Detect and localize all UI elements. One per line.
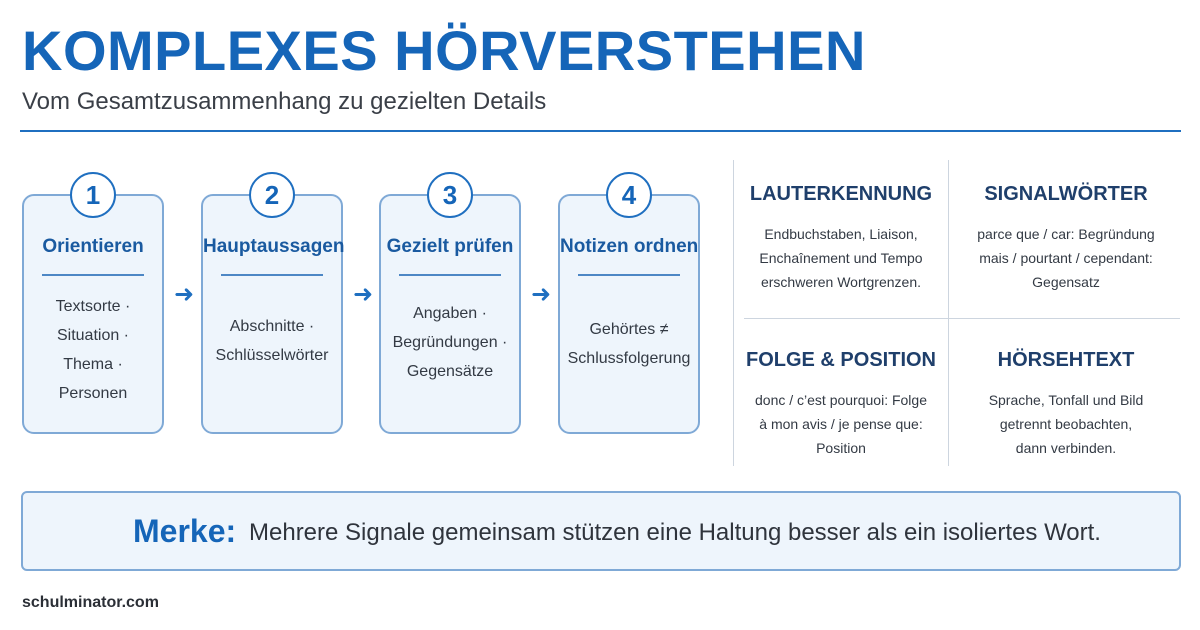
cell-text-hoersehtext	[949, 388, 1183, 460]
cell-line: getrennt beobachten,	[999, 416, 1133, 432]
step-number-3: 3	[427, 172, 473, 218]
cell-text-lauterkennung	[734, 222, 948, 294]
cell-line: erschweren Wortgrenzen.	[760, 274, 922, 290]
step-card-3	[379, 179, 521, 434]
cell-line: Sprache, Tonfall und Bild	[988, 392, 1144, 408]
cell-text-signalwoerter	[949, 222, 1183, 294]
step-divider-1	[42, 274, 144, 276]
cell-title-signalwoerter: SIGNALWÖRTER	[984, 183, 1148, 205]
step-items-3	[381, 299, 519, 386]
step-number-4: 4	[606, 172, 652, 218]
page-title: KOMPLEXES HÖRVERSTEHEN	[22, 19, 866, 82]
step-item: Textsorte ·	[55, 298, 131, 315]
cell-title-lauterkennung: LAUTERKENNUNG	[749, 183, 933, 205]
step-number-2: 2	[249, 172, 295, 218]
step-item: Angaben ·	[413, 305, 487, 322]
page-subtitle: Vom Gesamtzusammenhang zu gezielten Details	[22, 88, 547, 115]
cell-line: Enchaînement und Tempo	[759, 250, 923, 266]
arrow-right-icon: ➜	[530, 280, 552, 308]
step-items-1	[24, 292, 162, 408]
cell-line: donc / c’est pourquoi: Folge	[755, 392, 927, 408]
step-card-4	[558, 179, 700, 434]
cell-text-folge-position	[734, 388, 948, 460]
step-divider-3	[399, 274, 501, 276]
step-divider-4	[578, 274, 680, 276]
arrow-right-icon: ➜	[352, 280, 374, 308]
step-item: Abschnitte ·	[229, 318, 315, 335]
step-divider-2	[221, 274, 323, 276]
cell-line: mais / pourtant / cependant: Gegensatz	[979, 250, 1153, 290]
cell-line: Endbuchstaben, Liaison,	[764, 226, 918, 242]
cell-title-hoersehtext: HÖRSEHTEXT	[997, 349, 1135, 371]
step-item: Situation ·	[56, 327, 130, 344]
step-title-3: Gezielt prüfen	[386, 236, 514, 257]
step-item: Thema ·	[63, 356, 123, 373]
step-item: Schlüsselwörter	[215, 347, 329, 364]
merke-label: Merke:	[133, 513, 237, 549]
step-item: Personen	[58, 385, 128, 402]
step-number-1: 1	[70, 172, 116, 218]
step-item: Begründungen ·	[392, 334, 508, 351]
cell-line: à mon avis / je pense que: Position	[759, 416, 923, 456]
step-items-4	[560, 315, 698, 373]
step-item: Schlussfolgerung	[567, 350, 691, 367]
cell-title-folge-position: FOLGE & POSITION	[745, 349, 936, 371]
footer-site-name: schulminator.com	[22, 594, 159, 611]
arrow-right-icon: ➜	[173, 280, 195, 308]
cell-line: parce que / car: Begründung	[977, 226, 1155, 242]
step-title-2: Hauptaussagen	[203, 236, 345, 257]
step-item: Gehörtes ≠	[589, 321, 669, 338]
step-card-1	[22, 179, 164, 434]
grid-divider	[744, 318, 1180, 319]
step-item: Gegensätze	[406, 363, 494, 380]
merke-box	[21, 491, 1181, 571]
step-items-2	[203, 312, 341, 370]
step-card-2	[201, 179, 345, 434]
step-title-1: Orientieren	[42, 236, 144, 257]
step-title-4: Notizen ordnen	[560, 236, 699, 257]
cell-line: dann verbinden.	[1015, 440, 1117, 456]
merke-text: Mehrere Signale gemeinsam stützen eine Haltung besser als ein isoliertes Wort.	[249, 519, 1101, 546]
header-divider	[20, 130, 1181, 132]
